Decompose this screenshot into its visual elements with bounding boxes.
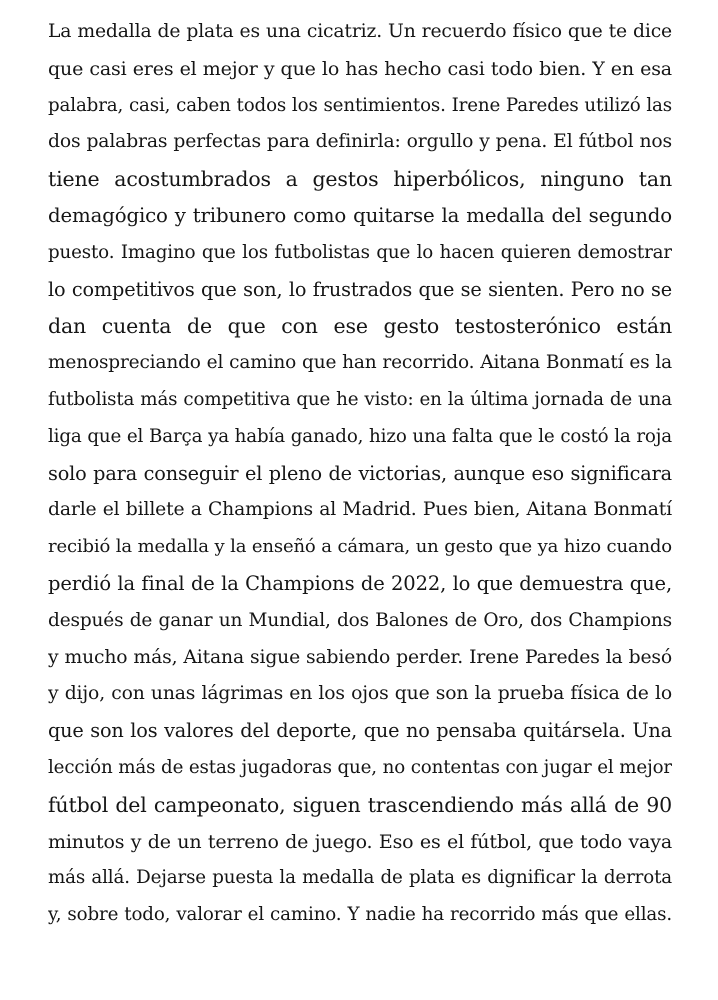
text-line: y mucho más, Aitana sigue sabiendo perder. Irene Paredes la besó bbox=[48, 646, 672, 668]
article-paragraph bbox=[48, 14, 672, 934]
text-line: minutos y de un terreno de juego. Eso es el fútbol, que todo vaya bbox=[48, 830, 672, 853]
text-line: puesto. Imagino que los futbolistas que lo hacen quieren demostrar bbox=[48, 241, 672, 263]
text-line: más allá. Dejarse puesta la medalla de plata es dignificar la derrota bbox=[48, 867, 672, 889]
text-line: palabra, casi, caben todos los sentimientos. Irene Paredes utilizó las bbox=[48, 94, 672, 116]
text-line: lección más de estas jugadoras que, no contentas con jugar el mejor bbox=[48, 756, 672, 778]
text-line: y dijo, con unas lágrimas en los ojos que son la prueba física de lo bbox=[48, 683, 672, 705]
text-line: recibió la medalla y la enseñó a cámara, un gesto que ya hizo cuando bbox=[48, 536, 672, 558]
text-line: darle el billete a Champions al Madrid. Pues bien, Aitana Bonmatí bbox=[48, 499, 672, 521]
text-line: perdió la final de la Champions de 2022, lo que demuestra que, bbox=[48, 571, 672, 595]
text-line: lo competitivos que son, lo frustrados que se sienten. Pero no se bbox=[48, 277, 672, 301]
text-line: futbolista más competitiva que he visto: en la última jornada de una bbox=[48, 388, 672, 410]
text-line: y, sobre todo, valorar el camino. Y nadie ha recorrido más que ellas. bbox=[48, 904, 672, 926]
text-line: que casi eres el mejor y que lo has hecho casi todo bien. Y en esa bbox=[48, 57, 672, 80]
text-line: tiene acostumbrados a gestos hiperbólicos, ninguno tan bbox=[48, 167, 672, 192]
text-line: menospreciando el camino que han recorrido. Aitana Bonmatí es la bbox=[48, 352, 672, 374]
text-line: solo para conseguir el pleno de victorias, aunque eso significara bbox=[48, 461, 672, 485]
text-line: fútbol del campeonato, siguen trascendiendo más allá de 90 bbox=[48, 792, 672, 817]
text-line: La medalla de plata es una cicatriz. Un recuerdo físico que te dice bbox=[48, 21, 672, 42]
text-line: liga que el Barça ya había ganado, hizo una falta que le costó la roja bbox=[48, 425, 672, 447]
text-line: demagógico y tribunero como quitarse la medalla del segundo bbox=[48, 203, 672, 227]
text-line: después de ganar un Mundial, dos Balones de Oro, dos Champions bbox=[48, 609, 672, 631]
text-line: dan cuenta de que con ese gesto testosterónico están bbox=[48, 314, 672, 339]
text-line: que son los valores del deporte, que no pensaba quitársela. Una bbox=[48, 719, 672, 743]
text-line: dos palabras perfectas para definirla: orgullo y pena. El fútbol nos bbox=[48, 131, 672, 153]
